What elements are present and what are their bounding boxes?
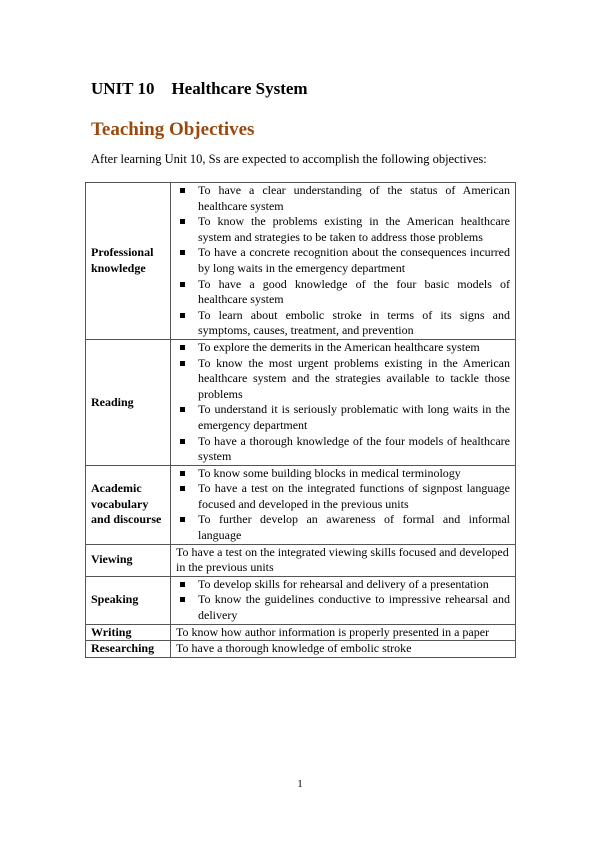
table-row bbox=[86, 183, 516, 340]
table-row bbox=[86, 641, 516, 658]
list-item: To further develop an awareness of formal and informal language bbox=[174, 512, 510, 543]
section-title: Teaching Objectives bbox=[91, 119, 255, 140]
square-bullet-icon bbox=[180, 439, 185, 444]
objective-text: To have a test on the integrated viewing skills focused and developed in the previous units bbox=[176, 544, 509, 575]
table-row bbox=[86, 576, 516, 624]
table-row bbox=[86, 465, 516, 544]
list-item: To know the problems existing in the American healthcare system and strategies to be taken to address those problems bbox=[174, 214, 510, 245]
list-item: To develop skills for rehearsal and delivery of a presentation bbox=[174, 577, 510, 593]
objectives-cell bbox=[171, 183, 516, 340]
category-cell: Academic vocabulary and discourse bbox=[86, 465, 171, 544]
category-cell: Viewing bbox=[86, 544, 171, 576]
square-bullet-icon bbox=[180, 219, 185, 224]
square-bullet-icon bbox=[180, 361, 185, 366]
square-bullet-icon bbox=[180, 250, 185, 255]
objectives-cell bbox=[171, 544, 516, 576]
square-bullet-icon bbox=[180, 471, 185, 476]
category-cell: Writing bbox=[86, 624, 171, 641]
list-item: To have a concrete recognition about the consequences incurred by long waits in the emergency department bbox=[174, 245, 510, 276]
list-item: To know some building blocks in medical terminology bbox=[174, 466, 510, 482]
unit-title: UNIT 10 Healthcare System bbox=[91, 79, 308, 98]
square-bullet-icon bbox=[180, 517, 185, 522]
square-bullet-icon bbox=[180, 407, 185, 412]
list-item: To learn about embolic stroke in terms of its signs and symptoms, causes, treatment, and prevention bbox=[174, 308, 510, 339]
square-bullet-icon bbox=[180, 282, 185, 287]
square-bullet-icon bbox=[180, 313, 185, 318]
objectives-cell bbox=[171, 576, 516, 624]
table-row bbox=[86, 624, 516, 641]
bullet-list bbox=[174, 466, 510, 544]
objectives-cell bbox=[171, 624, 516, 641]
category-cell: Reading bbox=[86, 339, 171, 465]
list-item: To have a clear understanding of the status of American healthcare system bbox=[174, 183, 510, 214]
list-item: To know the guidelines conductive to impressive rehearsal and delivery bbox=[174, 592, 510, 623]
objectives-cell bbox=[171, 339, 516, 465]
category-cell: Researching bbox=[86, 641, 171, 658]
square-bullet-icon bbox=[180, 486, 185, 491]
objectives-cell bbox=[171, 641, 516, 658]
page-number: 1 bbox=[297, 778, 303, 790]
square-bullet-icon bbox=[180, 345, 185, 350]
table-row bbox=[86, 544, 516, 576]
category-cell: Professional knowledge bbox=[86, 183, 171, 340]
intro-text: After learning Unit 10, Ss are expected to accomplish the following objectives: bbox=[91, 152, 487, 166]
list-item: To understand it is seriously problematic with long waits in the emergency department bbox=[174, 402, 510, 433]
list-item: To have a good knowledge of the four basic models of healthcare system bbox=[174, 277, 510, 308]
bullet-list bbox=[174, 183, 510, 339]
list-item: To explore the demerits in the American healthcare system bbox=[174, 340, 510, 356]
square-bullet-icon bbox=[180, 597, 185, 602]
bullet-list bbox=[174, 340, 510, 465]
objectives-table bbox=[85, 182, 516, 658]
list-item: To have a test on the integrated functions of signpost language focused and developed in the previous units bbox=[174, 481, 510, 512]
square-bullet-icon bbox=[180, 582, 185, 587]
table-row bbox=[86, 339, 516, 465]
list-item: To know the most urgent problems existing in the American healthcare system and the strategies available to tackle those problems bbox=[174, 356, 510, 403]
objectives-cell bbox=[171, 465, 516, 544]
objective-text: To have a thorough knowledge of embolic stroke bbox=[176, 641, 412, 656]
objective-text: To know how author information is properly presented in a paper bbox=[176, 624, 490, 639]
category-cell: Speaking bbox=[86, 576, 171, 624]
square-bullet-icon bbox=[180, 188, 185, 193]
bullet-list bbox=[174, 577, 510, 624]
list-item: To have a thorough knowledge of the four models of healthcare system bbox=[174, 434, 510, 465]
